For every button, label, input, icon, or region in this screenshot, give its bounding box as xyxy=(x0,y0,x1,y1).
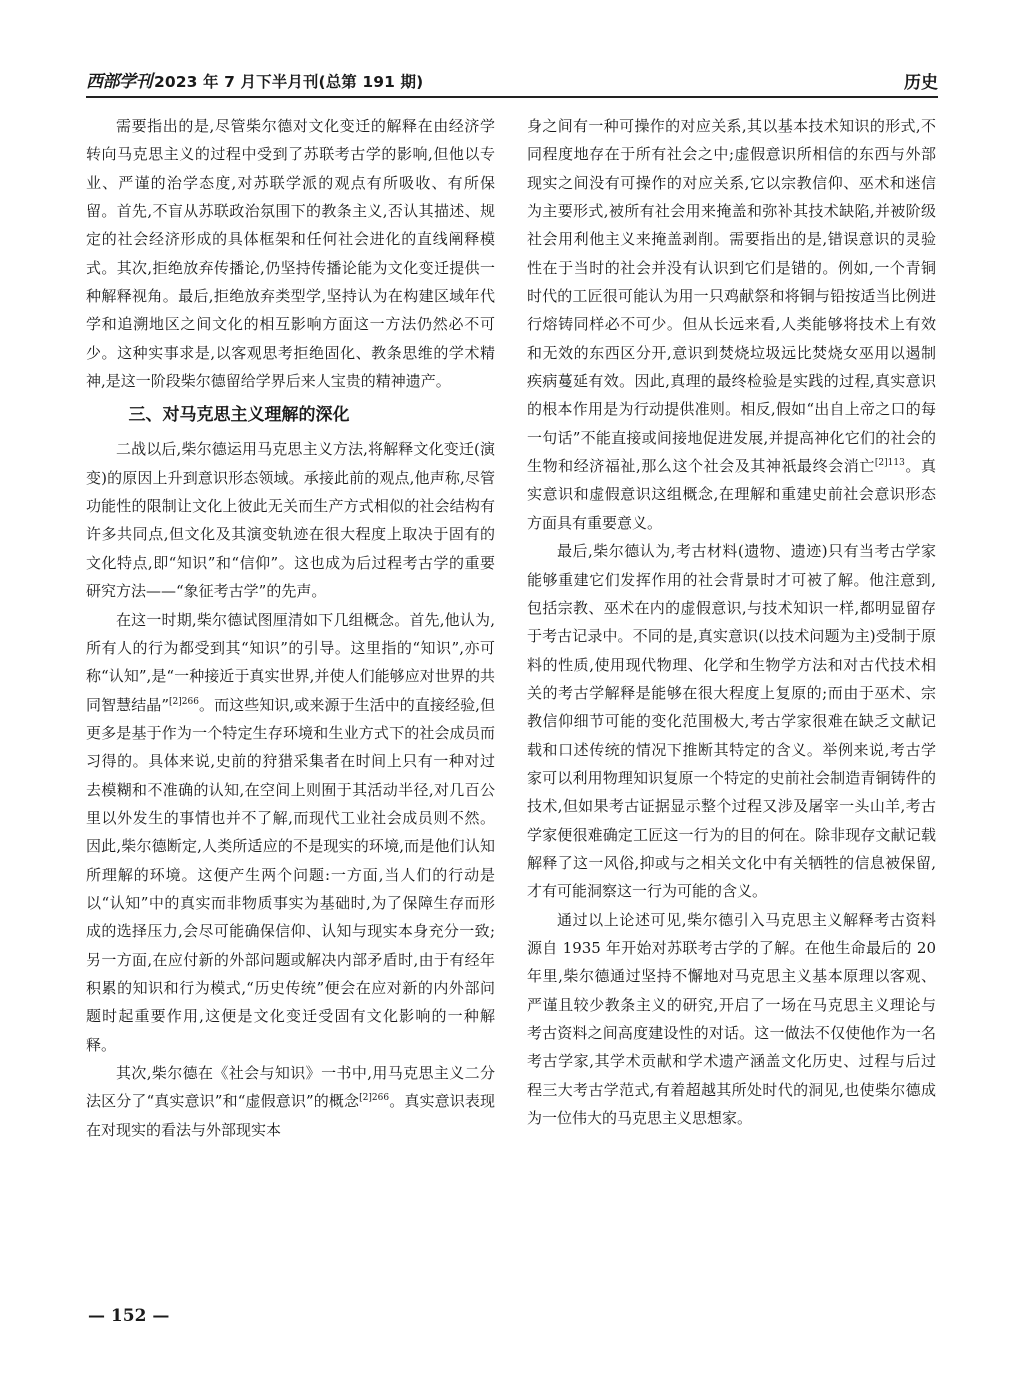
paragraph-text: 身之间有一种可操作的对应关系,其以基本技术知识的形式,不同程度地存在于所有社会之中;虚假意识所相信的东西与外部现实之间没有可操作的对应关系,它以宗教信仰、巫术和迷信为主要形式,被所有社会用来掩盖和弥补其技术缺陷,并被阶级社会用利他主义来掩盖剥削。需要指出的是,错误意识的灵验性在于当时的社会并没有认识到它们是错的。例如,一个青铜时代的工匠很可能认为用一只鸡献祭和将铜与铅按适当比例进行熔铸同样必不可少。但从长远来看,人类能够将技术上有效和无效的东西区分开,意识到焚烧垃圾远比焚烧女巫用以遏制疾病蔓延有效。因此,真理的最终检验是实践的过程,真实意识的根本作用是为行动提供准则。相反,假如“出自上帝之口的每一句话”不能直接或间接地促进发展,并提高神化它们的社会的生物和经济福祉,那么这个社会及其神祇最终会消亡 xyxy=(527,117,936,476)
right-column xyxy=(527,112,936,1132)
journal-logo: 西部学刊 xyxy=(86,72,152,92)
paragraph-text: 。而这些知识,或来源于生活中的直接经验,但更多是基于作为一个特定生存环境和生业方式下的社会成员而习得的。具体来说,史前的狩猎采集者在时间上只有一种对过去模糊和不准确的认知,在空间上则囿于其活动半径,对几百公里以外发生的事情也并不了解,而现代工业社会成员则不然。因此,柴尔德断定,人类所适应的不是现实的环境,而是他们认知所理解的环境。这便产生两个问题:一方面,当人们的行动是以“认知”中的真实而非物质事实为基础时,为了保障生存而形成的选择压力,会尽可能确保信仰、认知与现实本身充分一致;另一方面,在应付新的外部问题或解决内部矛盾时,由于有经年积累的知识和行为模式,“历史传统”便会在应对新的内外部问题时起重要作用,这便是文化变迁受固有文化影响的一种解释。 xyxy=(86,695,495,1054)
section-heading: 三、对马克思主义理解的深化 xyxy=(128,405,350,426)
paragraph: 最后,柴尔德认为,考古材料(遗物、遗迹)只有当考古学家能够重建它们发挥作用的社会背景时才可被了解。他注意到,包括宗教、巫术在内的虚假意识,与技术知识一样,都明显留存于考古记录中。不同的是,真实意识(以技术问题为主)受制于原料的性质,使用现代物理、化学和生物学方法和对古代技术相关的考古学解释是能够在很大程度上复原的;而由于巫术、宗教信仰细节可能的变化范围极大,考古学家很难在缺乏文献记载和口述传统的情况下推断其特定的含义。举例来说,考古学家可以利用物理知识复原一个特定的史前社会制造青铜铸件的技术,但如果考古证据显示整个过程又涉及屠宰一头山羊,考古学家便很难确定工匠这一行为的目的何在。除非现存文献记载解释了这一风俗,抑或与之相关文化中有关牺牲的信息被保留,才有可能洞察这一行为可能的含义。 xyxy=(527,542,936,901)
paragraph: 二战以后,柴尔德运用马克思主义方法,将解释文化变迁(演变)的原因上升到意识形态领域。承接此前的观点,他声称,尽管功能性的限制让文化上彼此无关而生产方式相似的社会结构有许多共同点,但文化及其演变轨迹在很大程度上取决于固有的文化特点,即“知识”和“信仰”。这也成为后过程考古学的重要研究方法——“象征考古学”的先声。 xyxy=(86,440,495,601)
paragraph-text: 在这一时期,柴尔德试图厘清如下几组概念。首先,他认为,所有人的行为都受到其“知识”的引导。这里指的“知识”,亦可称“认知”,是“一种接近于真实世界,并使人们能够应对世界的共同智慧结晶” xyxy=(86,610,495,714)
paragraph xyxy=(86,1059,495,1144)
paragraph: 通过以上论述可见,柴尔德引入马克思主义解释考古资料源自 1935 年开始对苏联考古学的了解。在他生命最后的 20 年里,柴尔德通过坚持不懈地对马克思主义基本原理以客观、严谨且较少教条主义的研究,开启了一场在马克思主义理论与考古资料之间高度建设性的对话。这一做法不仅使他作为一名考古学家,其学术贡献和学术遗产涵盖文化历史、过程与后过程三大考古学范式,有着超越其所处时代的洞见,也使柴尔德成为一位伟大的马克思主义思想家。 xyxy=(527,910,936,1128)
page-number: — 152 — xyxy=(88,1306,170,1326)
page-header xyxy=(86,66,938,98)
paragraph: 需要指出的是,尽管柴尔德对文化变迁的解释在由经济学转向马克思主义的过程中受到了苏联考古学的影响,但他以专业、严谨的治学态度,对苏联学派的观点有所吸收、有所保留。首先,不盲从苏联政治氛围下的教条主义,否认其描述、规定的社会经济形成的具体框架和任何社会进化的直线阐释模式。其次,拒绝放弃传播论,仍坚持传播论能为文化变迁提供一种解释视角。最后,拒绝放弃类型学,坚持认为在构建区域年代学和追溯地区之间文化的相互影响方面这一方法仍然必不可少。这种实事求是,以客观思考拒绝固化、教条思维的学术精神,是这一阶段柴尔德留给学界后来人宝贵的精神遗产。 xyxy=(86,117,495,391)
paragraph xyxy=(527,112,936,537)
paragraph xyxy=(86,606,495,1060)
issue-info: 2023 年 7 月下半月刊(总第 191 期) xyxy=(154,73,424,91)
journal-info xyxy=(86,67,423,96)
left-column xyxy=(86,112,495,1144)
citation: [2]266 xyxy=(169,696,199,707)
paragraph-text: 。真实意识表现在对现实的看法与外部现实本 xyxy=(86,1092,495,1139)
citation: [2]113 xyxy=(874,458,905,469)
citation: [2]266 xyxy=(359,1093,390,1104)
section-label: 历史 xyxy=(904,73,938,93)
paragraph-text: 。真实意识和虚假意识这组概念,在理解和重建史前社会意识形态方面具有重要意义。 xyxy=(527,457,936,532)
paragraph-text: 其次,柴尔德在《社会与知识》一书中,用马克思主义二分法区分了“真实意识”和“虚假意识”的概念 xyxy=(86,1064,495,1111)
